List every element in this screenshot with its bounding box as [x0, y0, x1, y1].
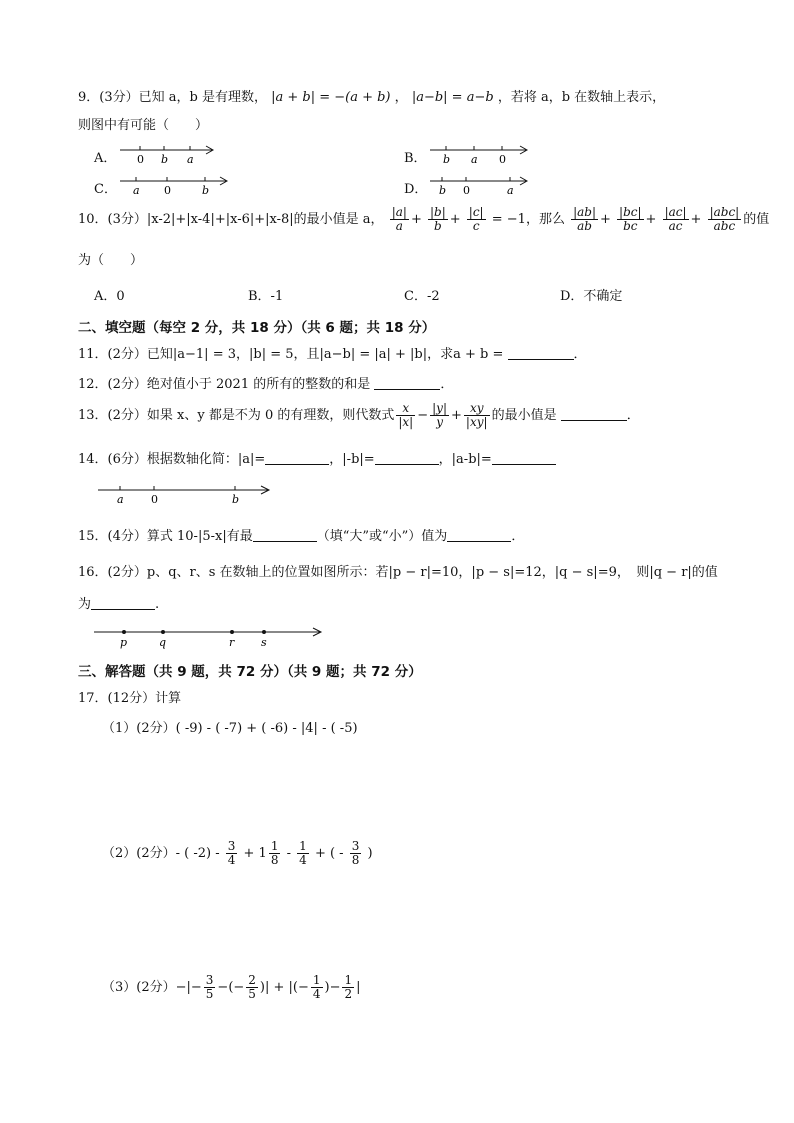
q16-line2-prefix: 为	[78, 597, 92, 612]
q9-condition-2: |a−b| = a−b	[411, 90, 494, 105]
q10-line2: 为（ ）	[78, 253, 144, 268]
q15-end: ．	[511, 529, 525, 544]
q17-p3-frac-3: $\frac{1}{4}$	[312, 973, 321, 1001]
section-3-heading: 三、解答题（共 9 题，共 72 分）（共 9 题；共 72 分）	[78, 664, 422, 680]
q15	[78, 525, 524, 544]
q9-option-d-label: D．	[404, 182, 428, 197]
q15-blank-2[interactable]	[447, 529, 511, 542]
q9-b-tick-3: 0	[499, 153, 506, 166]
q16-end: .	[155, 597, 160, 612]
q10-frac-bc: $\frac{|bc|}{bc}$	[619, 205, 642, 233]
q14-blank-2[interactable]	[375, 452, 439, 465]
q9-c-tick-2: 0	[164, 184, 171, 197]
q9-option-a-label: A．	[94, 151, 117, 166]
q9-option-a	[94, 147, 116, 166]
q10-option-d: D．不确定	[560, 289, 623, 304]
q10-option-a: A．0	[94, 289, 125, 304]
q17-p3-mid-2: )| + |(−	[259, 980, 309, 995]
q15-text: 15．(4分）算式 10-|5-x|有最	[78, 529, 253, 544]
q17-p2-mid-1: + 1	[243, 846, 267, 861]
q9-option-c-label: C．	[94, 182, 117, 197]
q9-option-a-numberline	[118, 140, 218, 168]
q12-end: ．	[440, 377, 454, 392]
q9-c-tick-3: b	[202, 184, 210, 197]
q13-frac-3: $\frac{xy}{|xy|}$	[465, 401, 488, 429]
q13-frac-2: $\frac{|y|}{y}$	[432, 401, 448, 429]
q9-a-tick-1: 0	[137, 153, 144, 166]
q17-part-3	[102, 974, 361, 1001]
q17-p2-frac-3: $\frac{1}{4}$	[299, 839, 307, 867]
q11-text: 11．(2分）已知|a−1| = 3，|b| = 5，且|a−b| = |a| + |b|，求a + b =	[78, 347, 504, 362]
q14-tick-a: a	[117, 493, 124, 506]
q14-numberline	[96, 480, 276, 508]
q17-p2-prefix: （2）(2分）- ( -2) -	[102, 846, 220, 861]
q10-frac-a: $\frac{|a|}{a}$	[391, 205, 407, 233]
q9-condition-1: |a + b| = −(a + b)	[271, 90, 391, 105]
q17-title: 17．(12分）计算	[78, 691, 182, 706]
q17-p2-end: )	[367, 846, 373, 861]
q17-p3-prefix: （3）(2分）−|−	[102, 980, 202, 995]
q10-equals: = −1，那么	[491, 212, 565, 227]
q9-d-tick-3: a	[507, 184, 514, 197]
q17-p2-frac-2: $\frac{1}{8}$	[270, 839, 279, 867]
q15-mid: （填“大”或“小”）值为	[316, 529, 448, 544]
q14-text: 14．(6分）根据数轴化简：|a|=	[78, 452, 266, 467]
q16-line1: 16．(2分）p、q、r、s 在数轴上的位置如图所示：若|p − r|=10，|p − s|=12，|q − s|=9， 则|q − r|的值	[78, 565, 718, 580]
q10-frac-c: $\frac{|c|}{c}$	[468, 205, 484, 233]
q17-p3-frac-4: $\frac{1}{2}$	[344, 973, 353, 1001]
q17-p2-frac-4: $\frac{3}{8}$	[351, 839, 360, 867]
q14-part-2: ，|-b|=	[329, 452, 375, 467]
q10-frac-ac: $\frac{|ac|}{ac}$	[664, 205, 687, 233]
q9-option-d-numberline	[428, 171, 532, 199]
q10-frac-ab: $\frac{|ab|}{ab}$	[573, 205, 597, 233]
q9-prefix: 9．(3分）已知 a，b 是有理数，	[78, 90, 267, 105]
q13: 13．(2分）如果 x、y 都是不为 0 的有理数，则代数式 $\frac{x}{|x|}$ − $\frac{|y|}{y}$ + $\frac{xy}{|xy|}$ 的最小值是 ．	[78, 401, 640, 429]
q14	[78, 448, 556, 467]
q9-option-d	[404, 178, 427, 197]
q13-suffix: 的最小值是	[491, 408, 557, 423]
q13-frac-1: $\frac{x}{|x|}$	[398, 401, 414, 429]
q10-option-c: C．-2	[404, 289, 440, 304]
q9-line2: 则图中有可能（ ）	[78, 118, 209, 133]
q16-line2	[78, 593, 159, 612]
q16-numberline	[92, 622, 328, 650]
q10-line1: 10．(3分）|x-2|+|x-4|+|x-6|+|x-8|的最小值是 a， $\frac{|a|}{a}$ + $\frac{|b|}{b}$ + $\frac{|c|}{c}$ = −1，那么 $\frac{|ab|}{ab}$ + $\frac{|bc|}{bc}$ + $\frac{|ac|}{ac}$ + $\frac{\text{|abc|}}{\text{abc}}$ 的值	[78, 205, 770, 233]
q9-option-c	[94, 178, 117, 197]
q17-p2-mid-2: -	[286, 846, 292, 861]
q17-p3-mid-1: −(−	[217, 980, 245, 995]
q9-d-tick-1: b	[439, 184, 447, 197]
q14-tick-b: b	[232, 493, 240, 506]
q17-part-2	[102, 840, 373, 867]
q14-blank-3[interactable]	[492, 452, 556, 465]
q9-option-c-numberline	[118, 171, 232, 199]
q12-answer-blank[interactable]	[374, 377, 440, 390]
q9-b-tick-2: a	[471, 153, 478, 166]
q17-p3-frac-2: $\frac{2}{5}$	[248, 973, 256, 1001]
q13-end: ．	[626, 408, 640, 423]
q12	[78, 373, 453, 392]
q14-blank-1[interactable]	[265, 452, 329, 465]
q10-frac-b: $\frac{|b|}{b}$	[429, 205, 446, 233]
q17-p3-frac-1: $\frac{3}{5}$	[205, 973, 214, 1001]
q17-p2-mid-3: + ( -	[314, 846, 344, 861]
q9-d-tick-2: 0	[463, 184, 470, 197]
q17-p3-end: |	[356, 980, 361, 995]
q16-point-r: r	[229, 636, 235, 649]
q9-b-tick-1: b	[443, 153, 451, 166]
q12-text: 12．(2分）绝对值小于 2021 的所有的整数的和是	[78, 377, 371, 392]
q11-end: ．	[573, 347, 587, 362]
q13-prefix: 13．(2分）如果 x、y 都是不为 0 的有理数，则代数式	[78, 408, 395, 423]
q10-option-b: B．-1	[248, 289, 284, 304]
q16-point-p: p	[120, 636, 128, 649]
q10-prefix: 10．(3分）|x-2|+|x-4|+|x-6|+|x-8|的最小值是 a，	[78, 212, 384, 227]
q17-p3-mid-3: )−	[324, 980, 341, 995]
q10-suffix: 的值	[743, 212, 770, 227]
q16-answer-blank[interactable]	[91, 597, 155, 610]
q9-line1	[78, 86, 665, 105]
q9-option-b-label: B．	[404, 151, 427, 166]
section-2-heading: 二、填空题（每空 2 分，共 18 分）（共 6 题；共 18 分）	[78, 320, 436, 336]
q16-point-s: s	[261, 636, 267, 649]
q11-answer-blank[interactable]	[508, 347, 574, 360]
q14-tick-0: 0	[151, 493, 158, 506]
q9-separator: ，	[394, 90, 408, 105]
q10-frac-abc: $\frac{\text{|abc|}}{\text{abc}}$	[709, 205, 740, 233]
q14-part-3: ，|a-b|=	[438, 452, 492, 467]
q9-a-tick-2: b	[161, 153, 169, 166]
q9-option-b-numberline	[428, 140, 532, 168]
q9-a-tick-3: a	[187, 153, 194, 166]
q16-point-q: q	[159, 636, 167, 649]
q11	[78, 343, 587, 362]
q17-p2-frac-1: $\frac{3}{4}$	[227, 839, 236, 867]
q15-blank-1[interactable]	[253, 529, 317, 542]
q9-option-b	[404, 147, 427, 166]
q17-part-1: （1）(2分）( -9) - ( -7) + ( -6) - |4| - ( -5)	[102, 721, 358, 736]
q9-c-tick-1: a	[133, 184, 140, 197]
q13-answer-blank[interactable]	[561, 408, 627, 421]
q9-suffix: ，若将 a，b 在数轴上表示，	[497, 90, 666, 105]
